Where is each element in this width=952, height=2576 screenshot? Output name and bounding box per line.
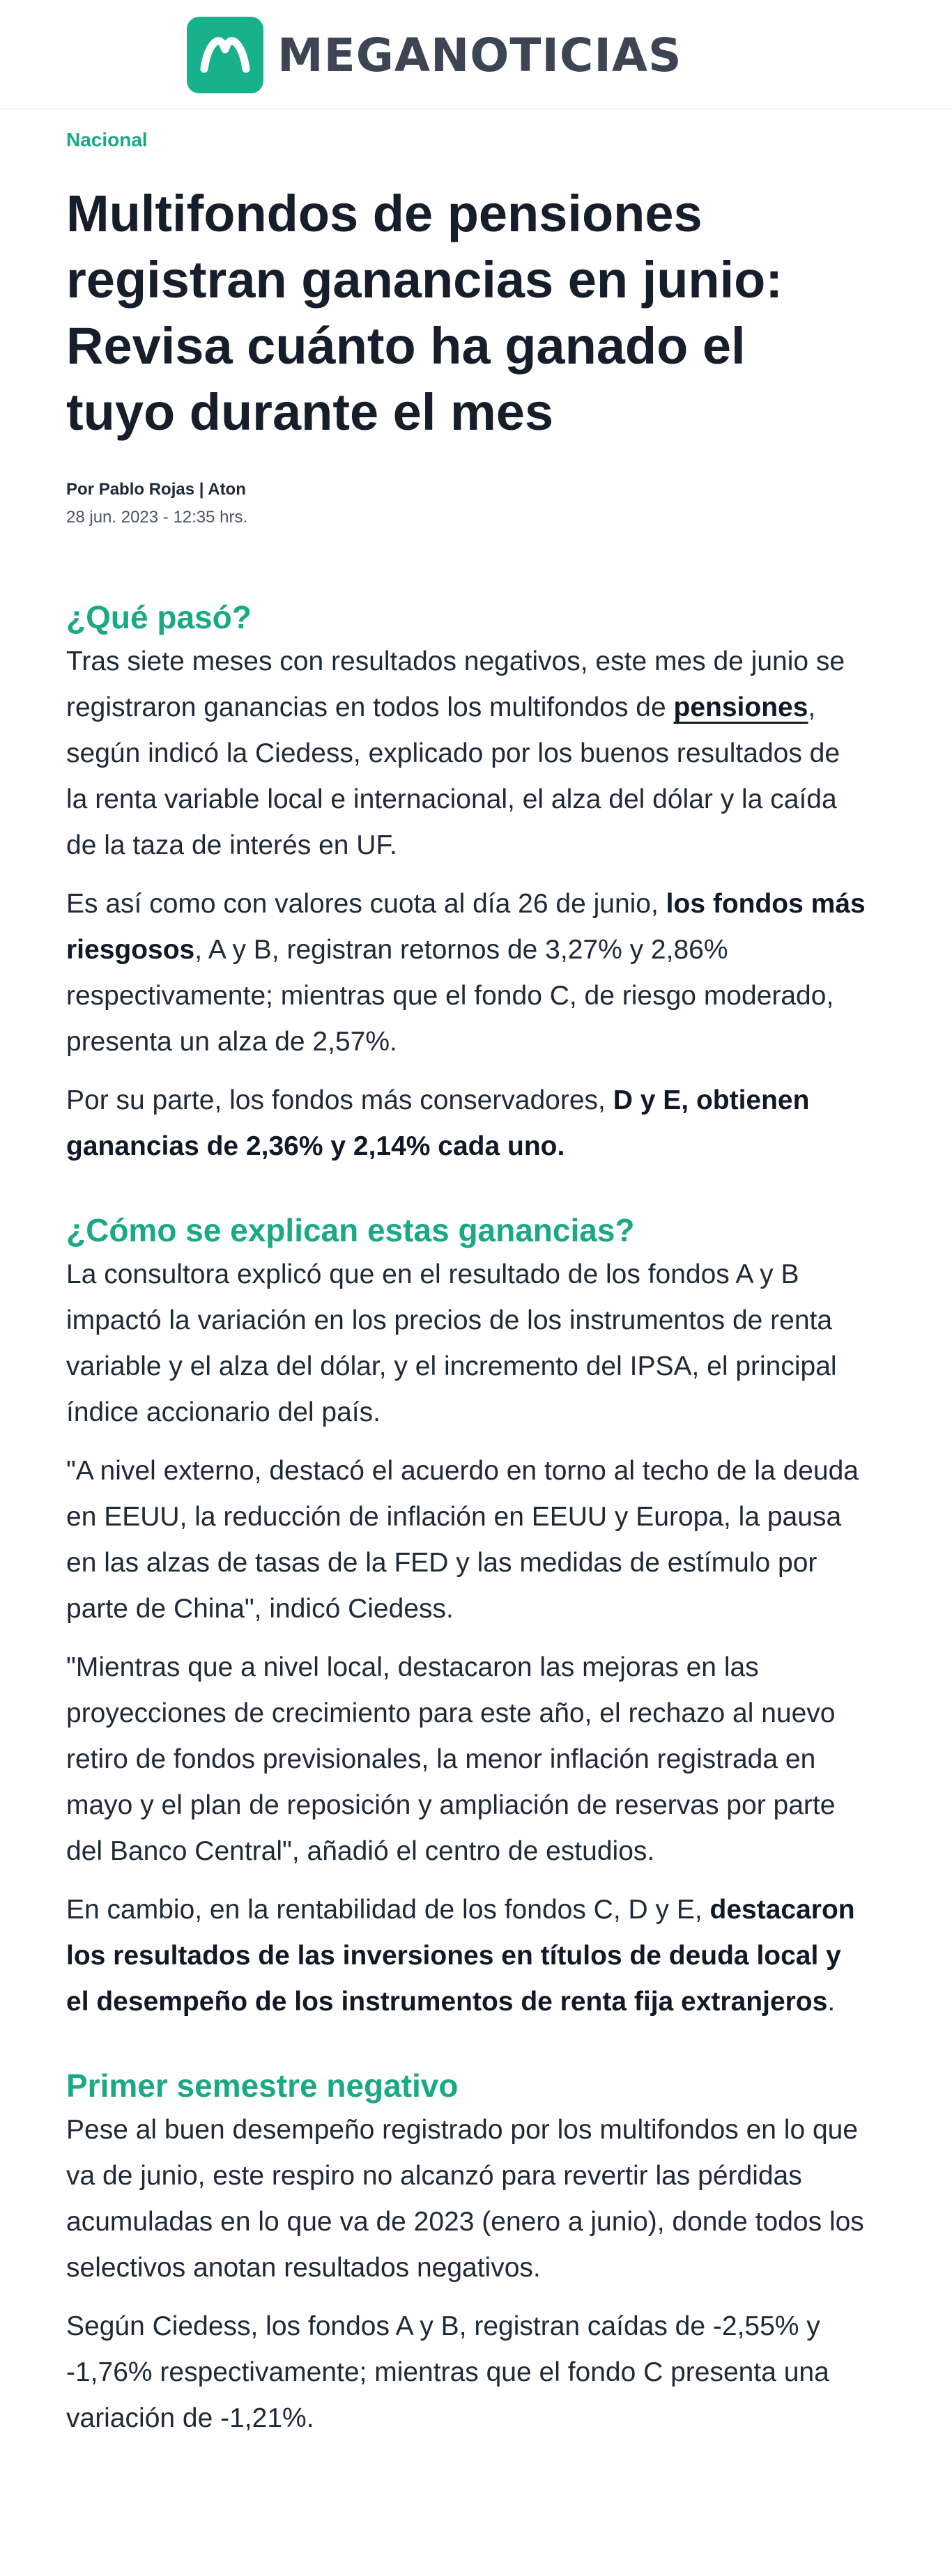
category-link[interactable]: Nacional (66, 129, 148, 150)
meganoticias-logo[interactable] (187, 17, 682, 93)
paragraph-text: Por su parte, los fondos más conservadores, (66, 1085, 613, 1115)
paragraph (66, 881, 868, 1065)
paragraph: Pese al buen desempeño registrado por los multifondos en lo que va de junio, este respiro no alcanzó para revertir las pérdidas acumuladas en lo que va de 2023 (enero a junio), donde todos los selectivos anotan resultados negativos. (66, 2115, 864, 2283)
section-que-paso (66, 596, 868, 1170)
bold-text: D y E, obtienen ganancias de 2,36% y 2,14% cada uno. (66, 1085, 810, 1161)
article-title: Multifondos de pensiones registran ganancias en junio: Revisa cuánto ha ganado el tuyo durante el mes (66, 185, 783, 441)
paragraph: "Mientras que a nivel local, destacaron las mejoras en las proyecciones de crecimiento para este año, el rechazo al nuevo retiro de fondos previsionales, la menor inflación registrada en mayo y el plan de reposición y ampliación de reservas por parte del Banco Central", añadió el centro de estudios. (66, 1652, 836, 1866)
section-como-se-explican (66, 1209, 868, 2025)
paragraph (66, 1078, 868, 1170)
bold-text: los fondos más riesgosos (66, 889, 866, 965)
paragraph: Según Ciedess, los fondos A y B, registran caídas de -2,55% y -1,76% respectivamente; mientras que el fondo C presenta una variación de -1,21%. (66, 2311, 829, 2433)
publish-date: 28 jun. 2023 - 12:35 hrs. (66, 508, 248, 527)
pensiones-link[interactable]: pensiones (673, 692, 808, 722)
author-link[interactable]: Pablo Rojas (98, 480, 195, 499)
byline-prefix: Por (66, 480, 99, 499)
section-primer-semestre (66, 2064, 868, 2442)
paragraph: La consultora explicó que en el resultado de los fondos A y B impactó la variación en los precios de los instrumentos de renta variable y el alza del dólar, y el incremento del IPSA, el principal índice accionario del país. (66, 1259, 837, 1427)
paragraph: "A nivel externo, destacó el acuerdo en torno al techo de la deuda en EEUU, la reducción de inflación en EEUU y Europa, la pausa en las alzas de tasas de la FED y las medidas de estímulo por parte de China", indicó Ciedess. (66, 1456, 859, 1624)
agency: Aton (208, 480, 246, 499)
paragraph-text: En cambio, en la rentabilidad de los fondos C, D y E, (66, 1895, 710, 1925)
section-heading: ¿Qué pasó? (66, 599, 252, 635)
paragraph (66, 639, 868, 869)
paragraph-text: , A y B, registran retornos de 3,27% y 2,86% respectivamente; mientras que el fondo C, de riesgo moderado, presenta un alza de 2,57%. (66, 935, 834, 1057)
byline-separator: | (194, 480, 208, 499)
section-heading: ¿Cómo se explican estas ganancias? (66, 1212, 635, 1248)
logo-wordmark: MEGANOTICIAS (277, 28, 682, 82)
byline (66, 480, 868, 499)
paragraph-text: , según indicó la Ciedess, explicado por los buenos resultados de la renta variable local e internacional, el alza del dólar y la caída de la taza de interés en UF. (66, 692, 840, 860)
paragraph-text: Es así como con valores cuota al día 26 de junio, (66, 889, 666, 919)
paragraph-text: . (827, 1987, 836, 2017)
paragraph (66, 1887, 868, 2025)
paragraph-text: Tras siete meses con resultados negativos, este mes de junio se registraron ganancias en todos los multifondos de (66, 646, 845, 722)
mega-m-logo-icon (187, 17, 263, 93)
bold-text: destacaron los resultados de las inversiones en títulos de deuda local y el desempeño de los instrumentos de renta fija extranjeros (66, 1895, 855, 2017)
article (66, 108, 868, 2442)
site-header (0, 0, 952, 109)
section-heading: Primer semestre negativo (66, 2067, 459, 2104)
